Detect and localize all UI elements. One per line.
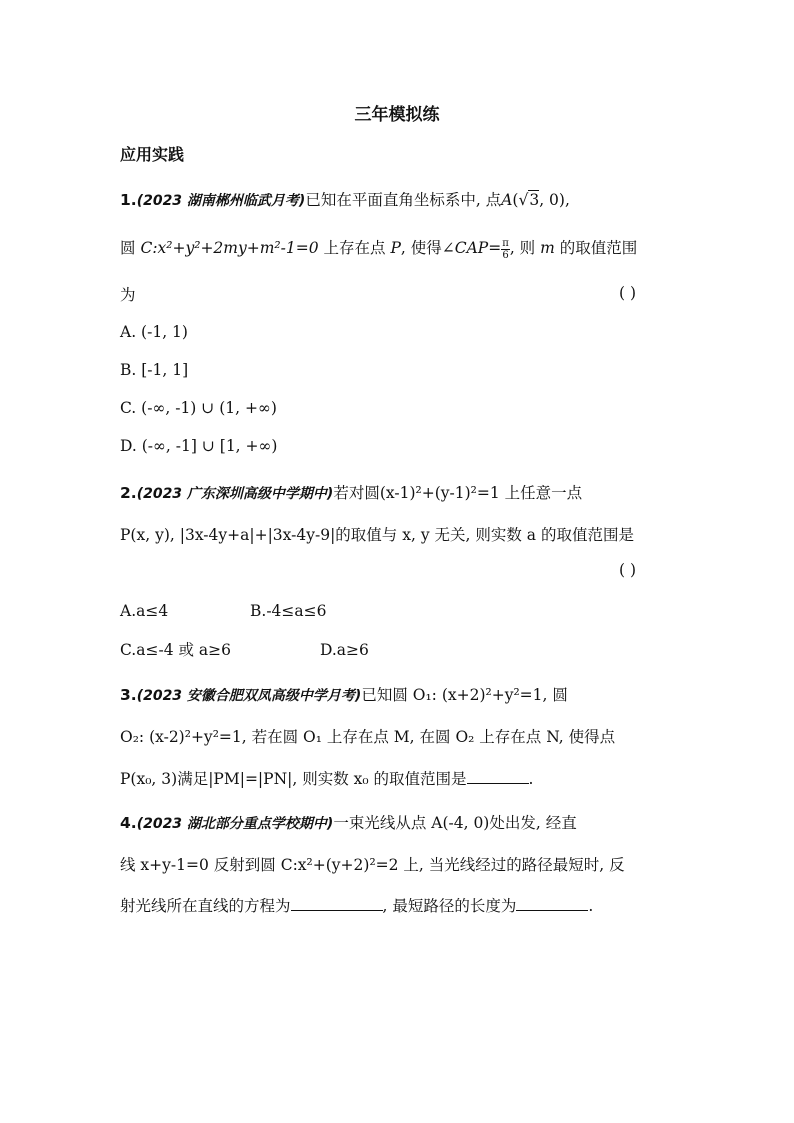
- q1-fraction: [501, 238, 510, 261]
- q1-stem-1: 已知在平面直角坐标系中, 点: [305, 191, 502, 209]
- q2-option-b: B.-4≤a≤6: [250, 602, 327, 620]
- q3-stem-3: P(x₀, 3)满足|PM|=|PN|, 则实数 x₀ 的取值范围是: [120, 770, 467, 788]
- q1-frac-numerator: π: [502, 237, 509, 249]
- q4-stem-3b: , 最短路径的长度为: [382, 897, 517, 915]
- page-title: 三年模拟练: [354, 105, 440, 125]
- q4-line-1: [120, 812, 577, 835]
- q3-answer-blank[interactable]: [467, 767, 529, 784]
- q1-line-3: 为: [120, 286, 136, 304]
- q2-option-d: D.a≥6: [320, 641, 369, 659]
- q1-stem-2a: 圆: [120, 239, 141, 257]
- q1-point-a: A: [501, 191, 513, 209]
- q1-sqrt-value: 3: [529, 191, 540, 209]
- q1-answer-paren: ( ): [619, 284, 637, 302]
- q1-angle: CAP: [454, 239, 489, 257]
- q1-line-2: [120, 237, 637, 261]
- q4-line-3: [120, 894, 593, 917]
- q4-stem-3a: 射光线所在直线的方程为: [120, 897, 291, 915]
- q1-line-1: 1.(2023 湖南郴州临武月考)已知在平面直角坐标系中, 点A(√3, 0),: [120, 191, 570, 209]
- q2-answer-paren: ( ): [619, 561, 637, 579]
- q1-stem-2b: 上存在点: [318, 239, 391, 257]
- q4-line-equation-blank[interactable]: [291, 894, 383, 911]
- q4-line-2: 线 x+y-1=0 反射到圆 C:x²+(y+2)²=2 上, 当光线经过的路径最短时, 反: [120, 856, 625, 874]
- q3-line-1: [120, 684, 568, 707]
- q1-eq-sign: =: [488, 239, 502, 257]
- q3-source: (2023 安徽合肥双凤高级中学月考): [136, 688, 362, 704]
- q1-option-c: C. (-∞, -1) ∪ (1, +∞): [120, 399, 277, 417]
- q1-option-b: B. [-1, 1]: [120, 361, 189, 379]
- q2-stem-1: 若对圆(x-1)²+(y-1)²=1 上任意一点: [333, 484, 583, 502]
- q1-option-a: A. (-1, 1): [120, 323, 188, 341]
- q3-number: 3.: [120, 686, 137, 704]
- q1-point-a-tail: , 0): [539, 191, 565, 209]
- section-title: 应用实践: [120, 145, 185, 164]
- q2-number: 2.: [120, 484, 137, 502]
- q1-stem-2d: , 则: [509, 239, 541, 257]
- q3-line-2: O₂: (x-2)²+y²=1, 若在圆 O₁ 上存在点 M, 在圆 O₂ 上存在点 N, 使得点: [120, 728, 616, 746]
- q1-var-m: m: [540, 239, 555, 257]
- q2-source: (2023 广东深圳高级中学期中): [136, 486, 334, 502]
- q1-point-p: P: [390, 239, 401, 257]
- q1-stem-2c: , 使得∠: [400, 239, 455, 257]
- q1-circle-equation: :x²+y²+2my+m²-1=0: [152, 239, 319, 257]
- q1-frac-denominator: 6: [502, 249, 509, 261]
- q1-option-d: D. (-∞, -1] ∪ [1, +∞): [120, 437, 278, 455]
- q4-source: (2023 湖北部分重点学校期中): [136, 816, 334, 832]
- q2-line-1: [120, 482, 582, 505]
- q4-path-length-blank[interactable]: [516, 894, 588, 911]
- q1-number: 1.: [120, 191, 137, 209]
- q4-stem-1: 一束光线从点 A(-4, 0)处出发, 经直: [333, 814, 577, 832]
- q2-option-a: A.a≤4: [120, 602, 169, 620]
- q4-period: .: [588, 897, 594, 915]
- q1-circle-c: C: [140, 239, 153, 257]
- q3-stem-1: 已知圆 O₁: (x+2)²+y²=1, 圆: [361, 686, 568, 704]
- q3-period: .: [528, 770, 534, 788]
- q3-line-3: [120, 767, 533, 790]
- q1-stem-2e: 的取值范围: [554, 239, 638, 257]
- q2-line-2: P(x, y), |3x-4y+a|+|3x-4y-9|的取值与 x, y 无关, 则实数 a 的取值范围是: [120, 526, 634, 544]
- q2-option-c: C.a≤-4 或 a≥6: [120, 641, 232, 659]
- q1-source: (2023 湖南郴州临武月考): [136, 193, 306, 209]
- q4-number: 4.: [120, 814, 137, 832]
